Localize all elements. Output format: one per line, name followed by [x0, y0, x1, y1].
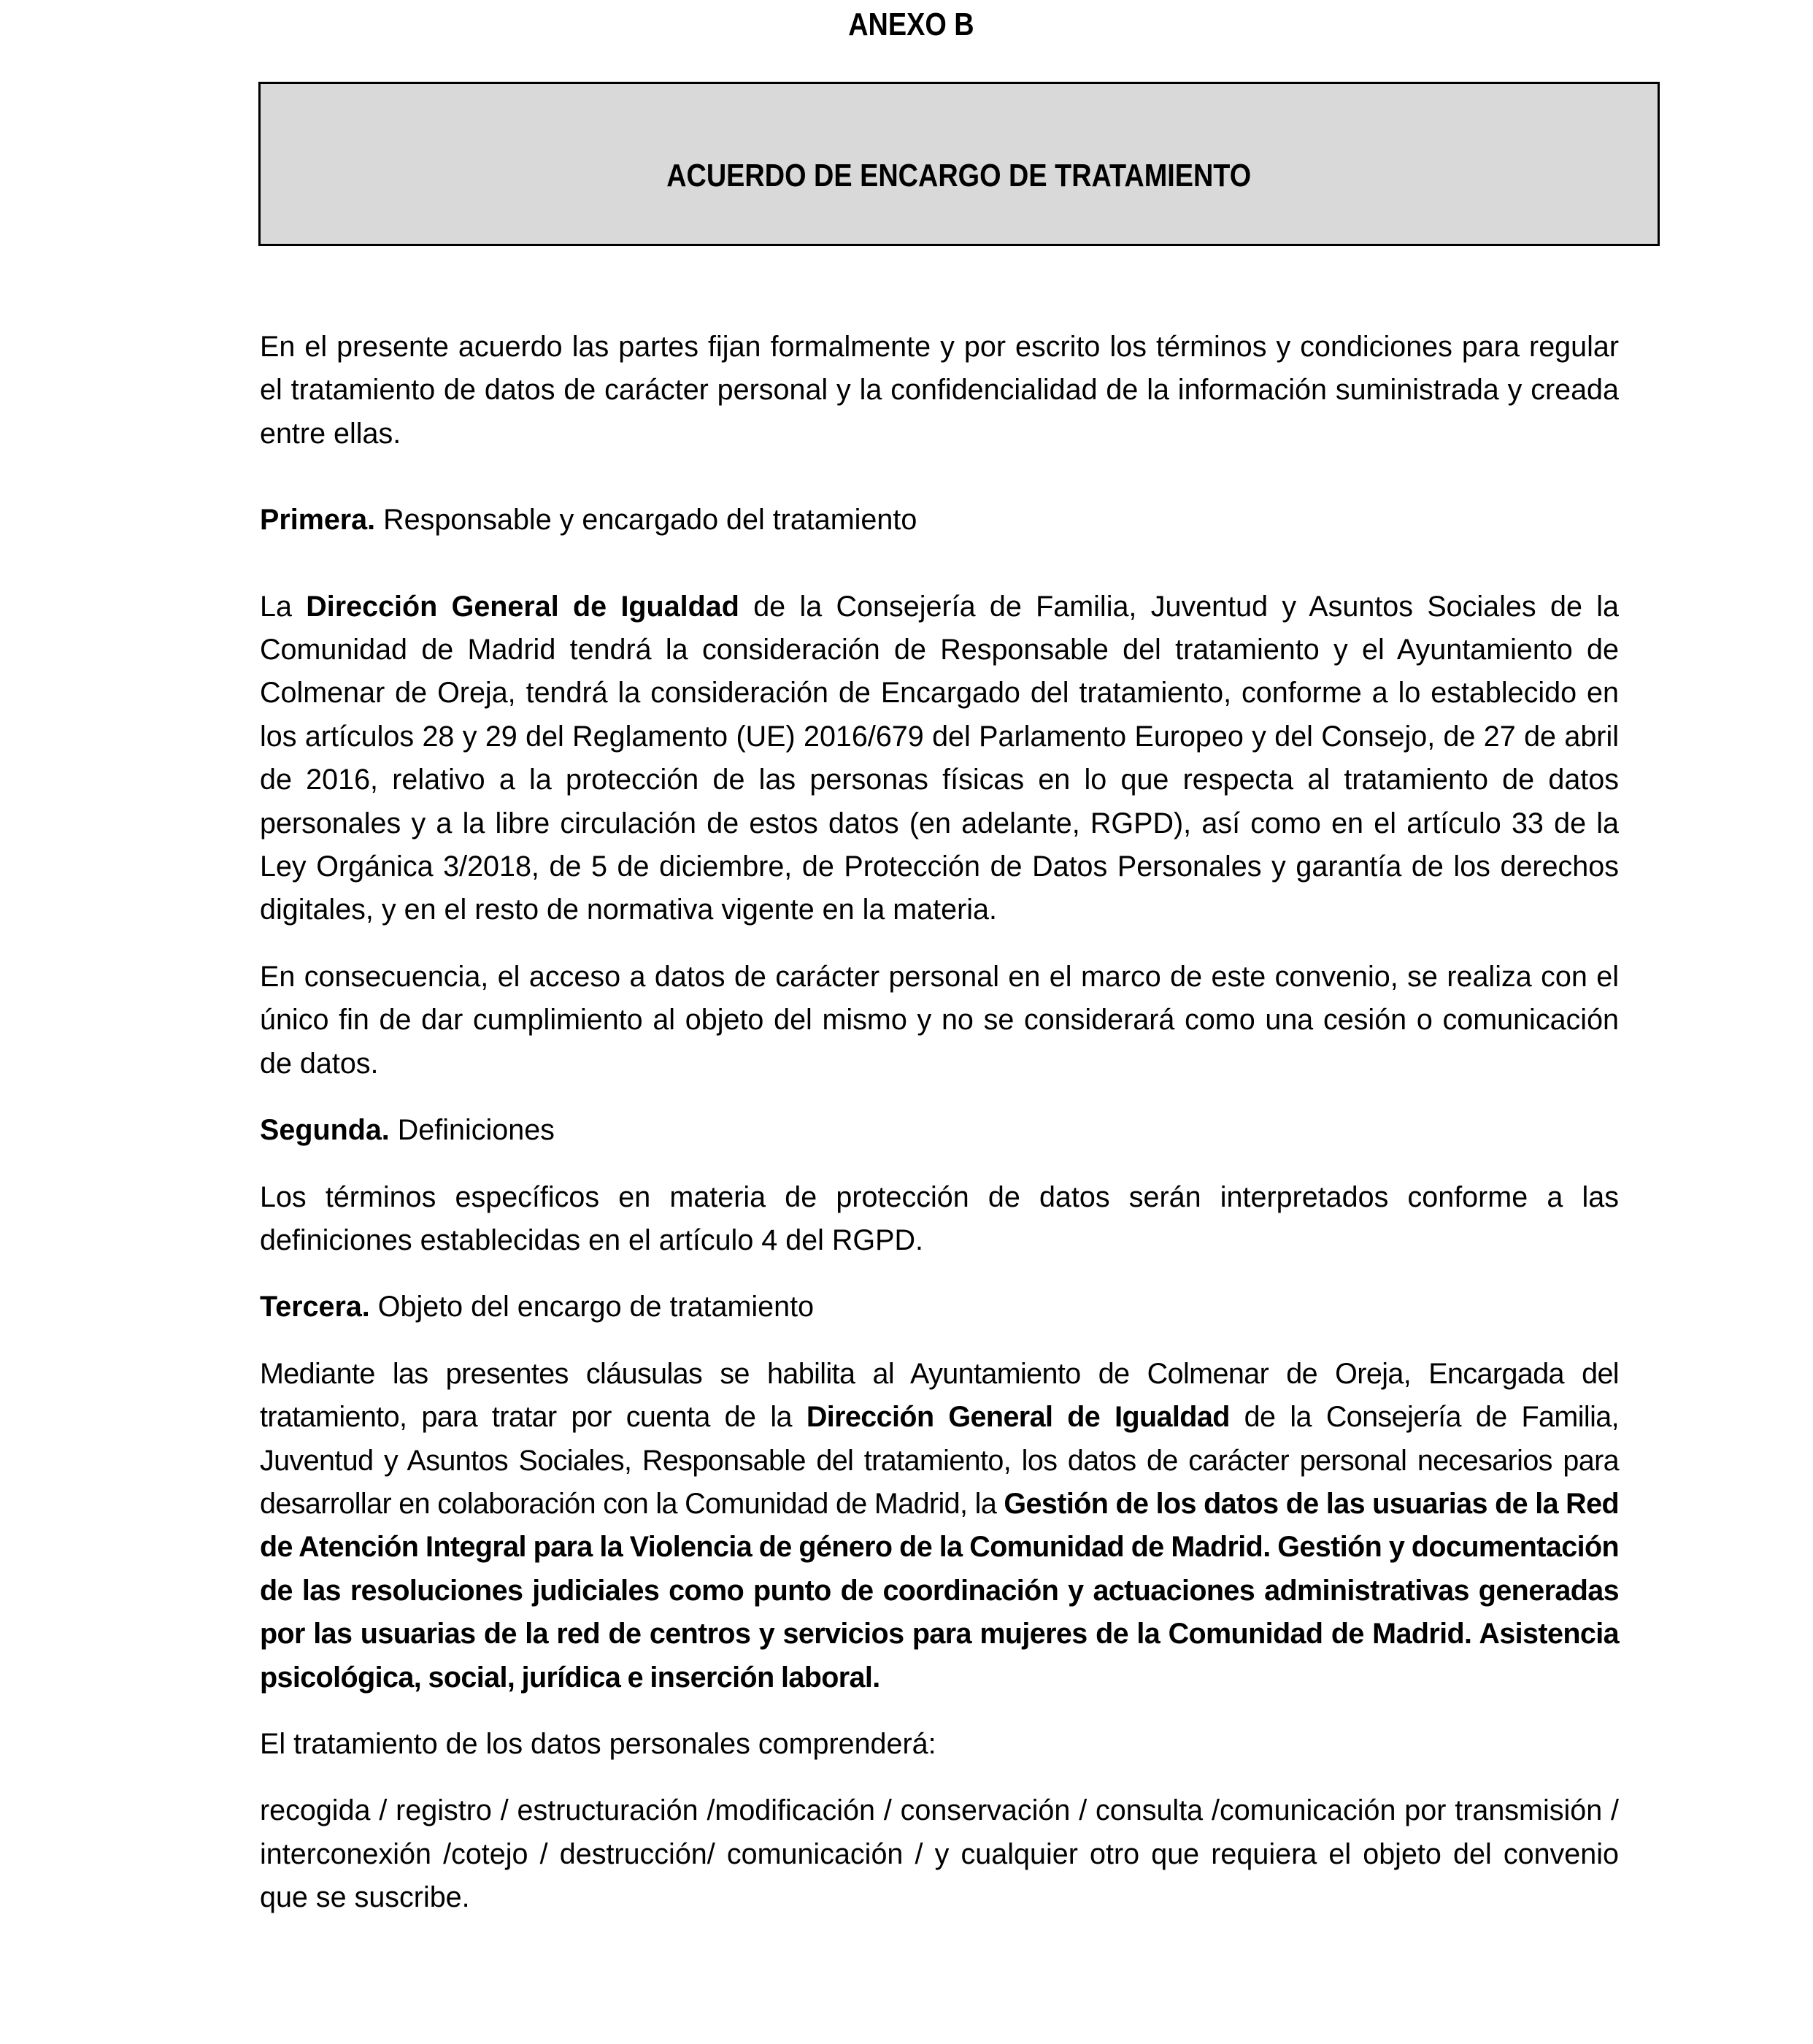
- text: La: [260, 590, 307, 623]
- tercera-paragraph-2: El tratamiento de los datos personales comprenderá:: [260, 1727, 936, 1760]
- clause-heading-segunda: [260, 1109, 1619, 1152]
- text: de la Consejería de Familia, Juventud y Asuntos Sociales, Responsable del tratamiento, los datos de carácter personal necesarios para desarrollar en colaboración con la Comunidad de Madrid, la: [260, 1401, 1619, 1520]
- annex-title: ANEXO B: [848, 7, 974, 42]
- primera-paragraph-2: En consecuencia, el acceso a datos de carácter personal en el marco de este convenio, se realiza con el único fin de dar cumplimiento al objeto del mismo y no se considerará como una cesión o comunicación de datos.: [260, 960, 1619, 1080]
- segunda-paragraph-1: Los términos específicos en materia de protección de datos serán interpretados conforme a las definiciones establecidas en el artículo 4 del RGPD.: [260, 1180, 1619, 1256]
- clause-heading-primera: [260, 499, 1619, 542]
- document-body: [260, 326, 1619, 1920]
- clause-title: Objeto del encargo de tratamiento: [369, 1291, 815, 1323]
- clause-title: Definiciones: [389, 1114, 555, 1147]
- clause-label: Primera.: [260, 504, 376, 537]
- clause-label: Segunda.: [260, 1114, 390, 1147]
- primera-paragraph-1: [260, 585, 1619, 932]
- intro-paragraph: En el presente acuerdo las partes fijan formalmente y por escrito los términos y condiciones para regular el tratamiento de datos de carácter personal y la confidencialidad de la información suministrada y creada entre ellas.: [260, 331, 1619, 450]
- bold-entity: Dirección General de Igualdad: [306, 590, 739, 623]
- clause-heading-tercera: [260, 1286, 1619, 1329]
- bold-entity: Dirección General de Igualdad: [806, 1401, 1230, 1434]
- agreement-title: ACUERDO DE ENCARGO DE TRATAMIENTO: [666, 157, 1252, 193]
- title-box: [258, 82, 1660, 246]
- tercera-paragraph-1: [260, 1353, 1619, 1699]
- text: Mediante las presentes cláusulas se habilita al Ayuntamiento de Colmenar de Oreja, Encargada del tratamiento, para tratar por cuenta de la: [260, 1357, 1619, 1434]
- clause-title: Responsable y encargado del tratamiento: [375, 504, 917, 537]
- tercera-paragraph-3: recogida / registro / estructuración /modificación / conservación / consulta /comunicación por transmisión / interconexión /cotejo / destrucción/ comunicación / y cualquier otro que requiera el objeto del convenio que se suscribe.: [260, 1794, 1619, 1914]
- bold-object: Gestión de los datos de las usuarias de la Red de Atención Integral para la Violencia de género de la Comunidad de Madrid. Gestión y documentación de las resoluciones judiciales como punto de coordinación y actuaciones administrativas generadas por las usuarias de la red de centros y servicios para mujeres de la Comunidad de Madrid. Asistencia psicológica, social, jurídica e inserción laboral.: [260, 1487, 1619, 1694]
- clause-label: Tercera.: [260, 1291, 370, 1323]
- text: de la Consejería de Familia, Juventud y Asuntos Sociales de la Comunidad de Madrid tendrá la consideración de Responsable del tratamiento y el Ayuntamiento de Colmenar de Oreja, tendrá la consideración de Encargado del tratamiento, conforme a lo establecido en los artículos 28 y 29 del Reglamento (UE) 2016/679 del Parlamento Europeo y del Consejo, de 27 de abril de 2016, relativo a la protección de las personas físicas en lo que respecta al tratamiento de datos personales y a la libre circulación de estos datos (en adelante, RGPD), así como en el artículo 33 de la Ley Orgánica 3/2018, de 5 de diciembre, de Protección de Datos Personales y garantía de los derechos digitales, y en el resto de normativa vigente en la materia.: [260, 590, 1619, 926]
